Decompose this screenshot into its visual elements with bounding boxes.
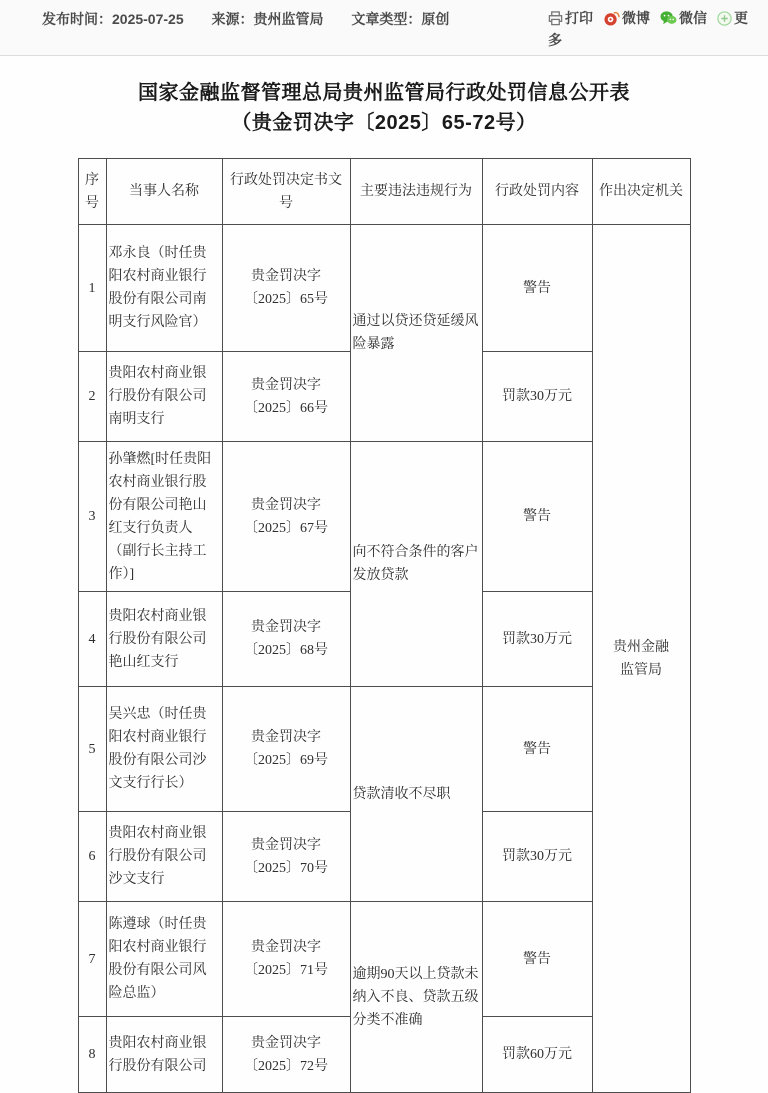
header-seq: 序号 [78,159,106,225]
wechat-icon [660,10,677,26]
party-cell: 孙肇燃[时任贵阳农村商业银行股份有限公司艳山红支行负责人（副行长主持工作）] [106,442,222,592]
penalty-cell: 警告 [482,225,592,352]
doc-prefix: 贵金罚决字 [251,940,321,955]
authority-name: 贵州金融监管局 [613,639,669,678]
header-party: 当事人名称 [106,159,222,225]
doc-prefix: 贵金罚决字 [251,269,321,284]
header-doc-number: 行政处罚决定书文号 [222,159,350,225]
doc-number: 〔2025〕72号 [244,1058,328,1074]
doc-cell [222,902,350,1017]
table-header-row [78,159,690,225]
seq-cell: 4 [78,592,106,687]
wechat-label: 微信 [679,10,707,26]
doc-cell [222,225,350,352]
party-cell: 吴兴忠（时任贵阳农村商业银行股份有限公司沙文支行行长） [106,687,222,812]
wechat-share-button[interactable] [660,10,707,26]
doc-number: 〔2025〕69号 [244,753,328,768]
doc-prefix: 贵金罚决字 [251,377,321,393]
party-cell: 陈遵球（时任贵阳农村商业银行股份有限公司风险总监） [106,902,222,1017]
publish-time-label: 发布时间： [42,11,112,27]
penalty-cell: 罚款30万元 [482,352,592,442]
weibo-label: 微博 [622,10,650,26]
seq-cell: 8 [78,1017,106,1093]
seq-cell: 3 [78,442,106,592]
seq-cell: 6 [78,812,106,902]
print-button[interactable] [548,10,593,26]
publish-time [42,7,184,31]
header-penalty: 行政处罚内容 [482,159,592,225]
violation-cell: 向不符合条件的客户发放贷款 [350,442,482,687]
seq-cell: 2 [78,352,106,442]
header-violation: 主要违法违规行为 [350,159,482,225]
doc-number: 〔2025〕66号 [244,400,328,416]
party-cell: 贵阳农村商业银行股份有限公司 [106,1017,222,1093]
doc-number: 〔2025〕65号 [244,292,328,307]
article-source-label: 来源： [211,11,254,27]
article-source-value: 贵州监管局 [253,11,324,27]
authority-cell [592,225,690,1093]
doc-prefix: 贵金罚决字 [251,730,321,745]
document-title-line2: （贵金罚决字〔2025〕65-72号） [231,112,537,134]
doc-cell [222,592,350,687]
doc-prefix: 贵金罚决字 [251,837,321,853]
party-cell: 贵阳农村商业银行股份有限公司南明支行 [106,352,222,442]
doc-cell [222,812,350,902]
violation-cell: 逾期90天以上贷款未纳入不良、贷款五级分类不准确 [350,902,482,1093]
article-type-value: 原创 [421,11,450,27]
weibo-icon [603,10,620,26]
header-authority: 作出决定机关 [592,159,690,225]
article-type [351,7,449,31]
publish-time-value: 2025-07-25 [112,11,184,27]
doc-prefix: 贵金罚决字 [251,620,321,635]
doc-number: 〔2025〕71号 [244,963,328,978]
article-meta [42,7,548,31]
penalty-cell: 罚款30万元 [482,812,592,902]
penalty-table [78,158,691,1093]
print-label: 打印 [565,10,593,26]
penalty-cell: 警告 [482,902,592,1017]
doc-cell [222,352,350,442]
doc-cell [222,1017,350,1093]
doc-cell [222,687,350,812]
document-title-line1: 国家金融监督管理总局贵州监管局行政处罚信息公开表 [138,82,630,104]
seq-cell: 7 [78,902,106,1017]
party-cell: 贵阳农村商业银行股份有限公司艳山红支行 [106,592,222,687]
weibo-share-button[interactable] [603,10,650,26]
article-type-label: 文章类型： [351,11,422,27]
document-title [40,78,728,138]
penalty-cell: 罚款60万元 [482,1017,592,1093]
doc-number: 〔2025〕68号 [244,643,328,658]
share-toolbar [548,7,754,51]
plus-circle-icon [717,11,732,26]
party-cell: 邓永良（时任贵阳农村商业银行股份有限公司南明支行风险官） [106,225,222,352]
doc-cell [222,442,350,592]
article-source [212,7,324,31]
seq-cell: 1 [78,225,106,352]
violation-cell: 通过以贷还贷延缓风险暴露 [350,225,482,442]
doc-number: 〔2025〕67号 [244,520,328,536]
printer-icon [548,11,563,26]
seq-cell: 5 [78,687,106,812]
doc-prefix: 贵金罚决字 [251,1035,321,1051]
table-row [78,225,690,352]
penalty-cell: 警告 [482,442,592,592]
doc-prefix: 贵金罚决字 [251,497,321,513]
article-meta-bar [0,0,768,56]
penalty-cell: 警告 [482,687,592,812]
violation-cell: 贷款清收不尽职 [350,687,482,902]
doc-number: 〔2025〕70号 [244,860,328,876]
more-label: 更多 [548,10,748,48]
penalty-cell: 罚款30万元 [482,592,592,687]
party-cell: 贵阳农村商业银行股份有限公司沙文支行 [106,812,222,902]
